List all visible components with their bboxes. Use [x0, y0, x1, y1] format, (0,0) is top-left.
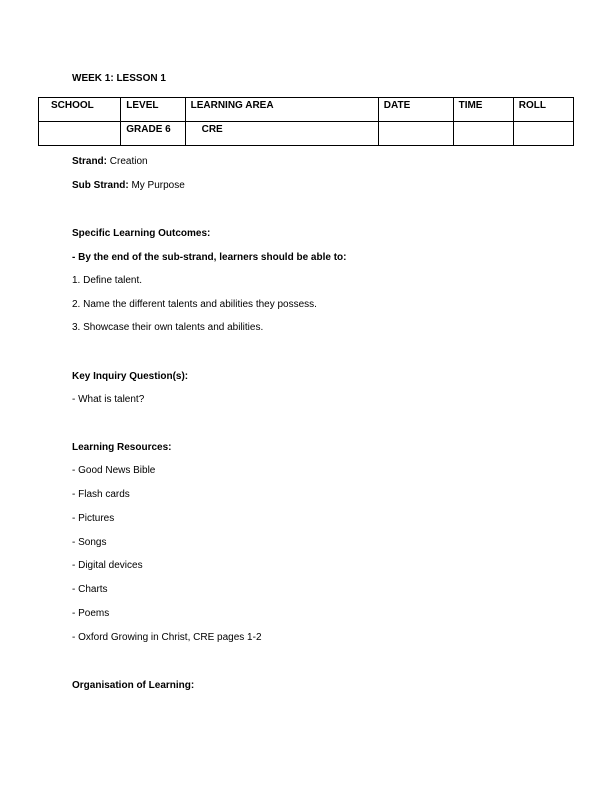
outcomes-heading: Specific Learning Outcomes: [72, 228, 211, 239]
value-roll [513, 122, 573, 146]
outcome-item: 1. Define talent. [72, 275, 143, 286]
value-school [39, 122, 121, 146]
sub-strand-label: Sub Strand: [72, 180, 129, 191]
lesson-title: WEEK 1: LESSON 1 [72, 73, 166, 84]
resource-item: - Pictures [72, 513, 115, 524]
header-learning-area: LEARNING AREA [185, 98, 378, 122]
resource-item: - Good News Bible [72, 465, 156, 476]
lesson-info-table [38, 97, 574, 146]
inquiry-heading: Key Inquiry Question(s): [72, 371, 189, 382]
strand-line [72, 156, 148, 167]
resource-item: - Charts [72, 584, 108, 595]
resource-item: - Digital devices [72, 560, 143, 571]
header-roll: ROLL [513, 98, 573, 122]
resources-heading: Learning Resources: [72, 442, 172, 453]
inquiry-item: - What is talent? [72, 394, 145, 405]
organisation-heading: Organisation of Learning: [72, 680, 195, 691]
outcome-item: 3. Showcase their own talents and abilities. [72, 322, 264, 333]
header-school: SCHOOL [39, 98, 121, 122]
value-learning-area: CRE [185, 122, 378, 146]
resource-item: - Flash cards [72, 489, 130, 500]
resource-item: - Oxford Growing in Christ, CRE pages 1-2 [72, 632, 262, 643]
strand-value: Creation [107, 156, 148, 167]
value-time [453, 122, 513, 146]
outcomes-intro: - By the end of the sub-strand, learners should be able to: [72, 252, 347, 263]
table-header-row [39, 98, 574, 122]
strand-label: Strand: [72, 156, 107, 167]
resource-item: - Songs [72, 537, 107, 548]
header-time: TIME [453, 98, 513, 122]
value-level: GRADE 6 [121, 122, 185, 146]
resource-item: - Poems [72, 608, 110, 619]
sub-strand-line [72, 180, 185, 191]
outcome-item: 2. Name the different talents and abilities they possess. [72, 299, 317, 310]
table-value-row [39, 122, 574, 146]
header-level: LEVEL [121, 98, 185, 122]
sub-strand-value: My Purpose [128, 180, 185, 191]
value-date [378, 122, 453, 146]
header-date: DATE [378, 98, 453, 122]
